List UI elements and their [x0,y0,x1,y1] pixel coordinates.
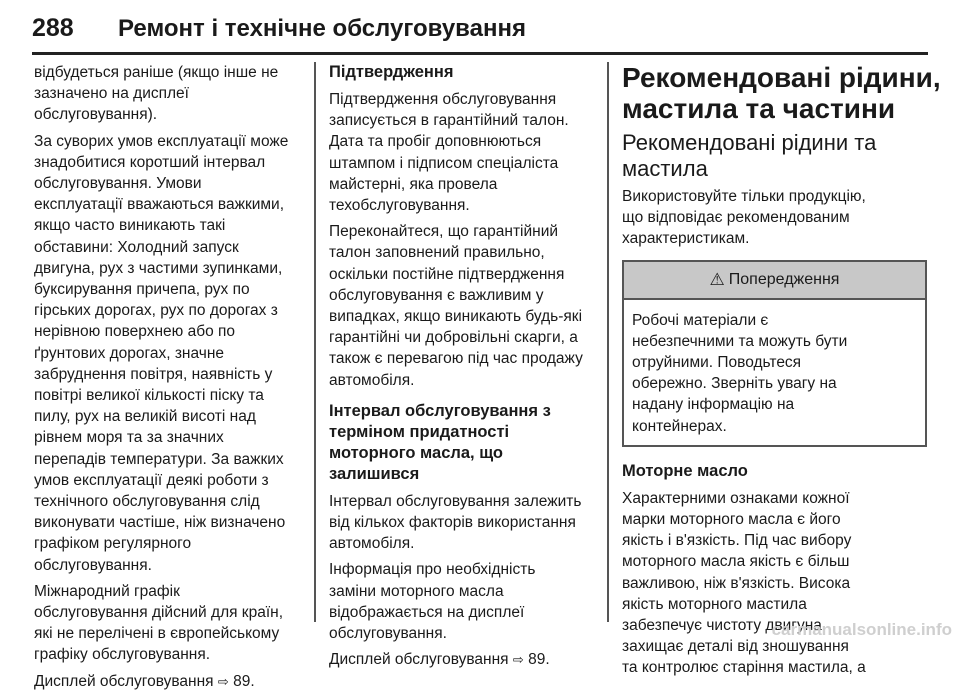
text-line: Дата та пробіг доповнюються [329,133,542,151]
text-line: нерівною поверхнею або по [34,323,236,341]
column-1 [34,62,306,697]
text-line: якість моторного мастила [622,595,807,613]
warning-header [624,262,925,300]
text-line: знадобитися коротший інтервал [34,153,266,171]
text-line: автомобіля. [329,371,415,389]
text-line: виконувати частіше, ніж визначено [34,514,286,532]
text-line: обережно. Зверніть увагу на [632,375,837,393]
text-line: Переконайтеся, що гарантійний [329,223,559,241]
text-line: забезпечує чистоту двигуна, [622,617,827,635]
heading-oil-life-interval [329,401,601,485]
paragraph [329,89,601,216]
text-line: зазначено на дисплеї [34,85,189,103]
text-line: марки моторного масла є його [622,511,841,529]
text-line: випадках, якщо виникають будь-які [329,308,583,326]
paragraph [329,491,601,555]
text-line: оскільки постійне підтвердження [329,265,565,283]
heading-fluids-lubricants [622,130,927,182]
text-line: повітрі великої кількості піску та [34,387,264,405]
text-line: якість і в'язкість. Під час вибору [622,532,852,550]
text-line: умов експлуатації деякі роботи з [34,471,269,489]
paragraph [34,131,306,576]
text-line: Робочі матеріали є [632,311,769,329]
text-line: також є перевагою під час продажу [329,350,583,368]
text-line: Інтервал обслуговування залежить [329,492,582,510]
heading-line: мастила [622,156,708,181]
column-3 [622,62,941,684]
text-line: експлуатації вважаються важкими, [34,196,285,214]
page-header [32,14,928,54]
text-line: записується в гарантійний талон. [329,112,569,130]
text-line: моторного масла якість є більш [622,553,850,571]
text-line: буксирування причепа, рух по [34,281,250,299]
paragraph [622,186,927,250]
text-line: відображається на дисплеї [329,603,525,621]
paragraph [329,559,601,644]
text-line: контейнерах. [632,417,727,435]
text-line: забруднення повітря, наявність у [34,365,273,383]
text-line: захищає деталі від зношування [622,638,849,656]
text-line: надану інформацію на [632,396,795,414]
arrow-right-icon: ⇨ [512,652,524,668]
text-line: обслуговування. Умови [34,175,202,193]
text-line: небезпечними та можуть бути [632,332,848,350]
text-line: та контролює старіння мастила, а [622,659,866,677]
heading-confirmation: Підтвердження [329,63,454,81]
text-line: отруйними. Поводьтеся [632,354,802,372]
cross-reference[interactable] [34,671,306,692]
text-line: Використовуйте тільки продукцію, [622,188,866,205]
text-line: графіком регулярного [34,535,192,553]
cross-reference[interactable] [329,649,601,670]
column-divider-2 [607,62,609,622]
text-line: майстерні, яка провела [329,175,498,193]
text-line: талон заповнений правильно, [329,244,545,262]
text-line: Характерними ознаками кожної [622,489,850,507]
paragraph [622,488,927,679]
header-rule [32,52,928,55]
warning-triangle-icon: ⚠ [709,270,725,289]
text-line: обслуговування. [329,625,447,643]
text-line: якщо часто виникають такі [34,217,226,235]
xref-text: Дисплей обслуговування [329,651,513,669]
text-line: відбудеться раніше (якщо інше не [34,64,279,81]
heading-line: залишився [329,464,420,483]
text-line: Інформація про необхідність [329,561,536,579]
text-line: гірських дорогах, рух по дорогах з [34,302,278,320]
xref-page: 89. [228,672,255,690]
column-2 [329,62,601,675]
text-line: обслуговування. [34,556,152,574]
text-line: характеристикам. [622,230,750,248]
text-line: рівнем моря та за значних [34,429,224,447]
text-line: За суворих умов експлуатації може [34,132,289,150]
heading-line: Рекомендовані рідини, [622,62,941,93]
arrow-right-icon: ⇨ [217,673,229,689]
text-line: технічного обслуговування слід [34,493,260,511]
heading-line: Рекомендовані рідини та [622,130,877,155]
text-line: двигуна, рух з частими зупинками, [34,259,283,277]
column-divider-1 [314,62,316,622]
heading-line: мастила та частини [622,93,896,124]
text-line: обставини: Холодний запуск [34,238,239,256]
site-watermark: carmanualsonline.info [771,620,952,639]
paragraph [329,221,601,391]
text-line: техобслуговування. [329,197,470,215]
heading-line: терміном придатності [329,422,510,441]
text-line: які не перелічені в європейському [34,625,280,643]
heading-engine-oil: Моторне масло [622,461,748,480]
text-line: штампом і підписом спеціаліста [329,154,559,172]
text-line: заміни моторного масла [329,582,504,600]
xref-text: Дисплей обслуговування [34,672,218,690]
heading-line: Інтервал обслуговування з [329,401,551,420]
warning-title: Попередження [728,271,840,288]
heading-line: моторного масла, що [329,443,503,462]
text-line: Підтвердження обслуговування [329,91,557,108]
text-line: графіку обслуговування. [34,646,211,664]
text-line: що відповідає рекомендованим [622,209,850,227]
text-line: гарантійні чи добровільні скарги, а [329,329,578,347]
text-line: пилу, рух на великій висоті над [34,408,256,426]
text-line: від кількох факторів використання [329,514,576,532]
text-line: обслуговування є важливим у [329,286,544,304]
warning-box [622,260,927,447]
text-line: обслуговування дійсний для країн, [34,604,284,622]
xref-page: 89. [523,651,550,669]
chapter-title: Ремонт і технічне обслуговування [118,15,526,42]
text-line: автомобіля. [329,535,415,553]
heading-recommended-fluids [622,62,941,124]
text-line: перепадів температури. За важких [34,450,284,468]
text-line: Міжнародний графік [34,582,180,600]
paragraph [34,581,306,666]
page-number: 288 [32,14,74,42]
text-line: обслуговування). [34,106,158,124]
text-line: ґрунтових дорогах, значне [34,344,225,362]
paragraph [34,62,306,126]
warning-body [624,300,925,445]
text-line: важливою, ніж в'язкість. Висока [622,574,851,592]
